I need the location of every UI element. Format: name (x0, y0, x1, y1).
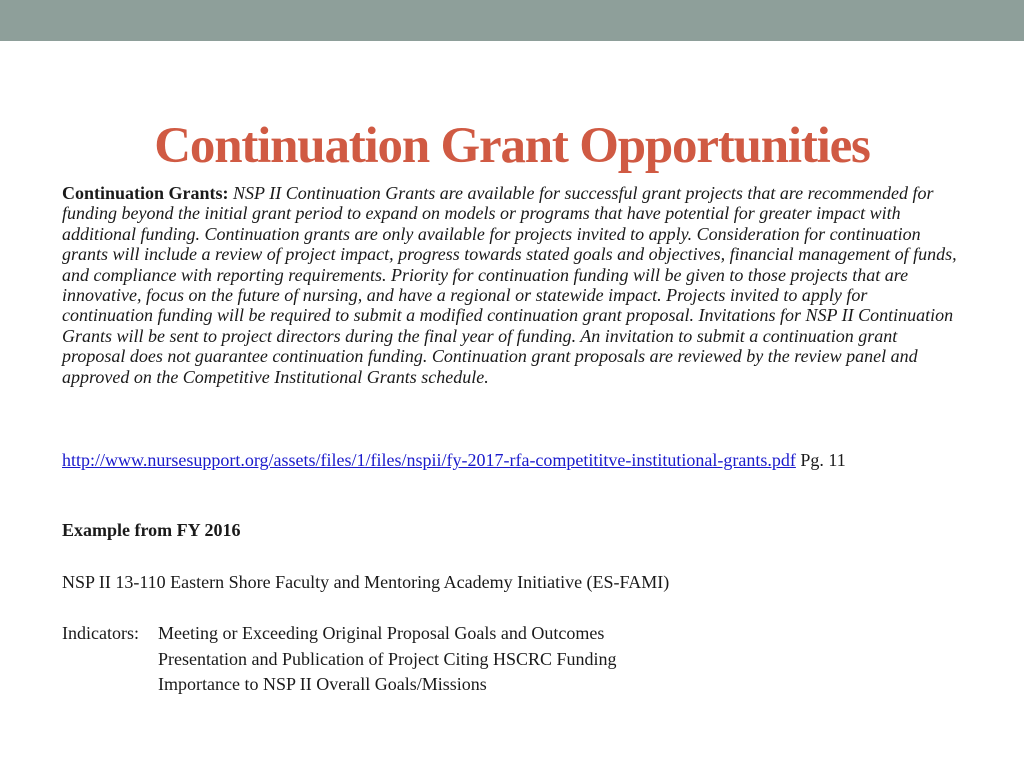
intro-body: NSP II Continuation Grants are available for successful grant projects that are recommended for funding beyond the initial grant period to expand on models or programs that have potential for greater impact with additional funding. Continuation grants are only available for projects invited to apply. Consideration for continuation grants will include a review of project impact, progress towards stated goals and objectives, financial management of funds, and compliance with reporting requirements. Priority for continuation funding will be given to those projects that are innovative, focus on the future of nursing, and have a regional or statewide impact. Projects invited to apply for continuation funding will be required to submit a modified continuation grant proposal. Invitations for NSP II Continuation Grants will be sent to project directors during the final year of funding. An invitation to submit a continuation grant proposal does not guarantee continuation funding. Continuation grant proposals are reviewed by the review panel and approved on the Competitive Institutional Grants schedule. (62, 183, 957, 387)
example-heading: Example from FY 2016 (62, 520, 241, 540)
intro-lead: Continuation Grants: (62, 183, 229, 203)
indicator-row (62, 649, 617, 675)
indicator-row (62, 623, 617, 649)
slide-content (62, 183, 962, 695)
indicator-item: Meeting or Exceeding Original Proposal Goals and Outcomes (158, 623, 605, 643)
indicators-block (62, 623, 617, 700)
project-line: NSP II 13-110 Eastern Shore Faculty and Mentoring Academy Initiative (ES-FAMI) (62, 572, 670, 592)
reference-line (62, 450, 862, 470)
reference-page-note: Pg. 11 (800, 450, 846, 470)
top-accent-bar (0, 0, 1024, 41)
indicator-row (62, 674, 617, 700)
slide-title: Continuation Grant Opportunities (154, 118, 870, 175)
indicator-item: Presentation and Publication of Project Citing HSCRC Funding (158, 648, 617, 669)
intro-paragraph (62, 183, 962, 387)
indicators-label: Indicators: (62, 623, 139, 643)
reference-link[interactable]: http://www.nursesupport.org/assets/files/1/files/nspii/fy-2017-rfa-competititve-institutional-grants.pdf (62, 450, 796, 470)
indicator-item: Importance to NSP II Overall Goals/Missions (158, 674, 487, 695)
